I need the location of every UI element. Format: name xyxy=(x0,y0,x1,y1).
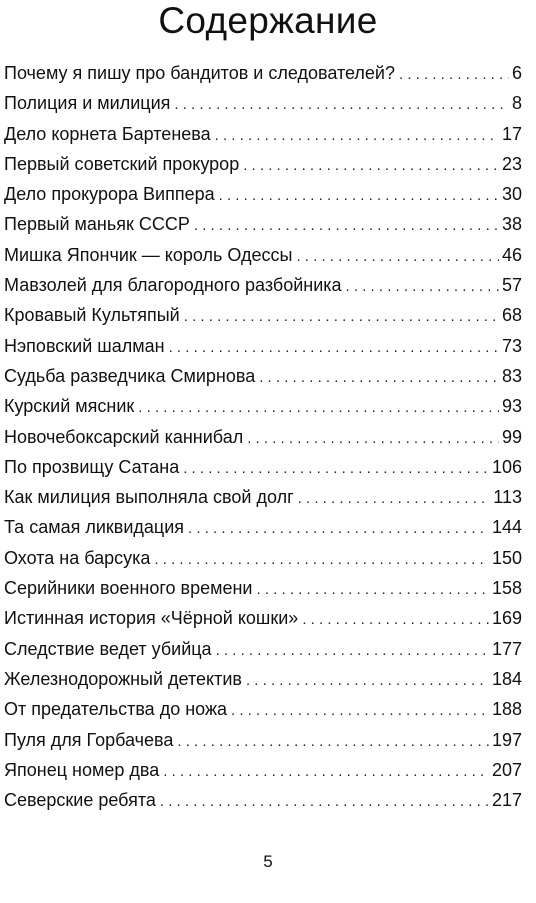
dot-leader xyxy=(215,121,499,151)
toc-entry-title: Мишка Япончик — король Одессы xyxy=(4,244,293,265)
dot-leader xyxy=(243,151,499,181)
toc-entry-title: От предательства до ножа xyxy=(4,699,228,720)
toc-entry xyxy=(4,422,522,452)
dot-leader xyxy=(184,302,499,332)
dot-leader xyxy=(160,787,489,817)
toc-entry-page: 150 xyxy=(491,547,522,568)
toc-entry xyxy=(4,119,522,149)
toc-entry-title: Следствие ведет убийца xyxy=(4,638,212,659)
dot-leader xyxy=(183,454,489,484)
toc-entry xyxy=(4,634,522,664)
toc-entry-title: По прозвищу Сатана xyxy=(4,456,180,477)
toc-entry-page: 184 xyxy=(491,668,522,689)
toc-entry-page: 57 xyxy=(501,275,522,296)
dot-leader xyxy=(346,272,499,302)
toc-entry-page: 46 xyxy=(501,244,522,265)
dot-leader xyxy=(188,514,489,544)
toc-entry xyxy=(4,179,522,209)
toc-entry-page: 83 xyxy=(501,365,522,386)
dot-leader xyxy=(246,666,489,696)
dot-leader xyxy=(298,484,491,514)
toc-entry xyxy=(4,270,522,300)
toc-entry-title: Истинная история «Чёрной кошки» xyxy=(4,608,299,629)
toc-entry-title: Дело корнета Бартенева xyxy=(4,123,211,144)
toc-entry-page: 93 xyxy=(501,396,522,417)
dot-leader xyxy=(177,727,489,757)
toc-entry-page: 99 xyxy=(501,426,522,447)
toc-entry-title: Нэповский шалман xyxy=(4,335,165,356)
toc-entry-title: Дело прокурора Виппера xyxy=(4,184,215,205)
toc-entry-title: Серийники военного времени xyxy=(4,578,253,599)
dot-leader xyxy=(231,696,489,726)
toc-entry-page: 68 xyxy=(501,305,522,326)
toc-entry xyxy=(4,664,522,694)
toc-entry-title: Почему я пишу про бандитов и следователей? xyxy=(4,63,395,83)
toc-entry xyxy=(4,694,522,724)
toc-entry xyxy=(4,240,522,270)
dot-leader xyxy=(302,605,489,635)
toc-entry-title: Новочебоксарский каннибал xyxy=(4,426,244,447)
toc-entry-page: 73 xyxy=(501,335,522,356)
dot-leader xyxy=(296,242,499,272)
dot-leader xyxy=(138,393,499,423)
toc-entry-page: 177 xyxy=(491,638,522,659)
toc-entry-page: 38 xyxy=(501,214,522,235)
toc-entry-title: Полиция и милиция xyxy=(4,93,171,114)
toc-entry-page: 8 xyxy=(511,93,522,114)
toc-entry xyxy=(4,58,522,88)
toc-entry-page: 158 xyxy=(491,578,522,599)
toc-entry xyxy=(4,149,522,179)
toc-entry-page: 207 xyxy=(491,759,522,780)
dot-leader xyxy=(169,333,499,363)
toc-entry-page: 106 xyxy=(491,456,522,477)
toc-entry xyxy=(4,391,522,421)
toc-entry-title: Кровавый Культяпый xyxy=(4,305,180,326)
dot-leader xyxy=(154,545,489,575)
dot-leader xyxy=(163,757,489,787)
toc-entry xyxy=(4,88,522,118)
toc-entry-title: Пуля для Горбачева xyxy=(4,729,174,750)
toc-entry xyxy=(4,452,522,482)
toc-entry-page: 144 xyxy=(491,517,522,538)
page-number: 5 xyxy=(263,852,273,871)
dot-leader xyxy=(247,424,499,454)
toc-entry-title: Курский мясник xyxy=(4,396,135,417)
dot-leader xyxy=(256,575,488,605)
toc-entry-page: 6 xyxy=(511,63,522,83)
toc-entry xyxy=(4,755,522,785)
dot-leader xyxy=(194,211,499,241)
dot-leader xyxy=(174,90,509,120)
dot-leader xyxy=(399,60,509,90)
toc-entry-title: Охота на барсука xyxy=(4,547,151,568)
toc-entry xyxy=(4,573,522,603)
toc-entry-page: 169 xyxy=(491,608,522,629)
toc-entry-title: Судьба разведчика Смирнова xyxy=(4,365,256,386)
toc-entry-page: 23 xyxy=(501,153,522,174)
toc-entry xyxy=(4,785,522,815)
toc-entry-title: Северские ребята xyxy=(4,790,156,811)
toc-entry xyxy=(4,300,522,330)
toc-entry-title: Железнодорожный детектив xyxy=(4,668,242,689)
dot-leader xyxy=(259,363,499,393)
toc-entry-title: Та самая ликвидация xyxy=(4,517,185,538)
toc-entry-title: Как милиция выполняла свой долг xyxy=(4,487,294,508)
toc-entry-page: 188 xyxy=(491,699,522,720)
toc-entry-title: Первый советский прокурор xyxy=(4,153,240,174)
page-title: Содержание xyxy=(158,0,378,41)
toc-entry-page: 113 xyxy=(493,487,522,508)
toc-entry xyxy=(4,725,522,755)
toc-entry-page: 30 xyxy=(501,184,522,205)
toc-entry xyxy=(4,331,522,361)
toc-entry-page: 17 xyxy=(501,123,522,144)
toc-entry-page: 197 xyxy=(491,729,522,750)
toc-entry-title: Японец номер два xyxy=(4,759,160,780)
table-of-contents xyxy=(4,58,522,815)
toc-entry xyxy=(4,512,522,542)
dot-leader xyxy=(216,636,489,666)
toc-entry-title: Первый маньяк СССР xyxy=(4,214,190,235)
toc-entry xyxy=(4,603,522,633)
toc-entry xyxy=(4,361,522,391)
dot-leader xyxy=(219,181,499,211)
toc-entry-title: Мавзолей для благородного разбойника xyxy=(4,275,342,296)
toc-entry xyxy=(4,543,522,573)
toc-entry xyxy=(4,209,522,239)
toc-entry xyxy=(4,482,522,512)
toc-entry-page: 217 xyxy=(491,790,522,811)
